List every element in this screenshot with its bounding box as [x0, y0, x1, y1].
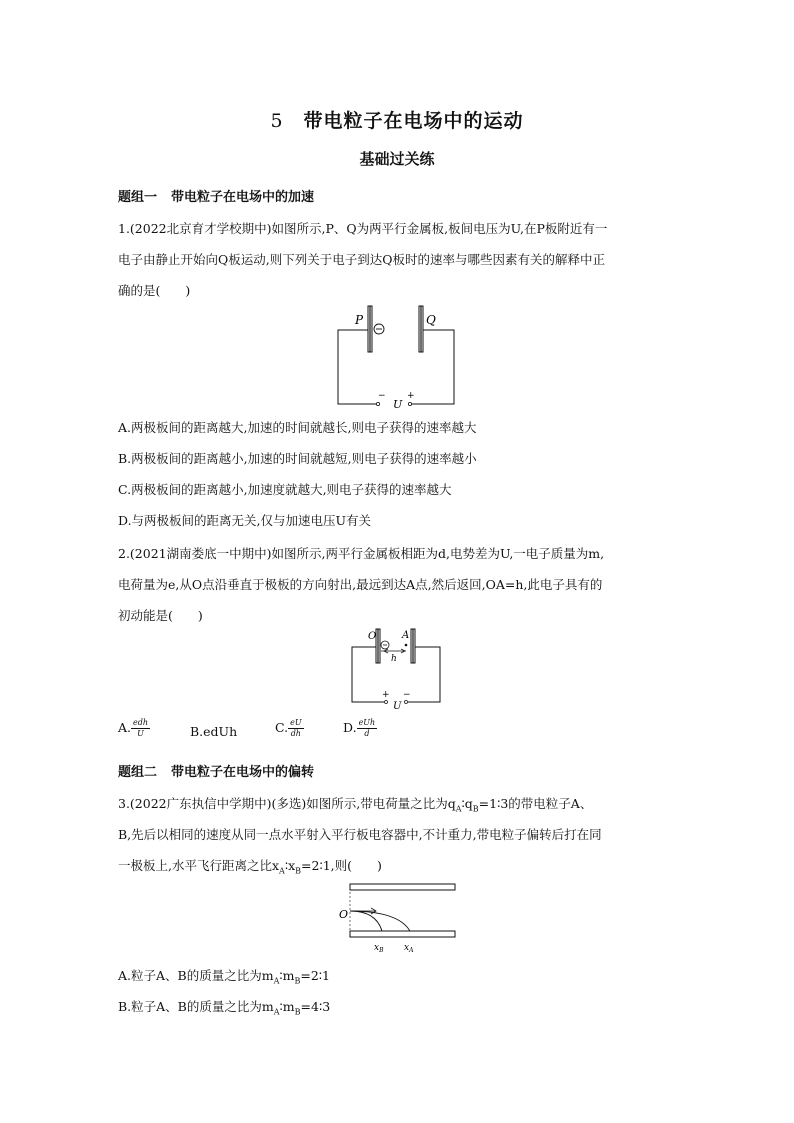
- q2-option-d-numerator: eUh: [358, 718, 376, 727]
- q1-option-d: D.与两极板间的距离无关,仅与加速电压U有关: [118, 513, 372, 528]
- q1-label-q: Q: [426, 313, 436, 327]
- q2-line-3: 初动能是( ): [118, 608, 203, 623]
- q3-line-1: [118, 794, 678, 814]
- q2-line-2: 电荷量为e,从O点沿垂直于极板的方向射出,最远到达A点,然后返回,OA=h,此电子具有的: [118, 577, 603, 592]
- q2-option-b: B.edUh: [190, 724, 238, 739]
- q3-option-b-sub-b: B: [294, 1007, 301, 1017]
- trajectory-a: [350, 911, 410, 931]
- q2-option-d-prefix: D.: [343, 720, 357, 735]
- q3-line1-text: 3.(2022广东执信中学期中)(多选)如图所示,带电荷量之比为q: [118, 796, 456, 811]
- q3-line1-sub-b: B: [472, 804, 479, 814]
- q3-option-a-text: A.粒子A、B的质量之比为m: [118, 968, 274, 983]
- q3-line3-after: =2∶1,则( ): [301, 858, 382, 873]
- q2-plus-sign: +: [382, 690, 390, 700]
- q2-option-c-denominator: dh: [290, 729, 301, 738]
- section-number: 5: [270, 110, 284, 132]
- q3-option-a-sub-a: A: [273, 976, 280, 986]
- q3-option-a-sub-b: B: [294, 976, 301, 986]
- q2-option-c-fraction: [288, 718, 303, 739]
- page-title: [0, 106, 794, 133]
- page-subtitle: 基础过关练: [359, 150, 435, 168]
- q1-line-1: 1.(2022北京育才学校期中)如图所示,P、Q为两平行金属板,板间电压为U,在P板附近有一: [118, 221, 608, 236]
- q2-option-c: [275, 718, 304, 739]
- q1-option-a: A.两极板间的距离越大,加速的时间就越长,则电子获得的速率越大: [118, 420, 477, 435]
- q2-option-c-prefix: C.: [275, 720, 289, 735]
- q3-line-3: [118, 856, 678, 876]
- q2-option-a-fraction: [131, 718, 150, 739]
- group1-label: 题组一: [118, 190, 158, 205]
- q3-label-xb: $x_B$: [374, 943, 384, 954]
- q3-option-b-sub-a: A: [273, 1007, 280, 1017]
- q3-line1-sub-a: A: [455, 804, 462, 814]
- q3-figure: [336, 878, 460, 956]
- group1-heading: [118, 186, 314, 205]
- q3-line1-mid: ∶q: [461, 796, 473, 811]
- q1-option-c: C.两极板间的距离越小,加速度就越大,则电子获得的速率越大: [118, 482, 452, 497]
- q3-label-xa: $x_A$: [404, 943, 414, 954]
- q1-label-u: U: [393, 398, 403, 410]
- q3-line1-after: =1∶3的带电粒子A、: [478, 796, 593, 811]
- q2-minus-sign: −: [403, 690, 411, 700]
- q1-line-2: 电子由静止开始向Q板运动,则下列关于电子到达Q板时的速率与哪些因素有关的解释中正: [118, 252, 605, 267]
- q1-minus-sign: −: [378, 391, 386, 401]
- q3-option-b-after: =4∶3: [300, 999, 331, 1014]
- group2-label: 题组二: [118, 765, 158, 780]
- q3-option-a: [118, 966, 330, 986]
- q2-figure: [348, 625, 444, 711]
- q3-line3-mid: ∶x: [284, 858, 296, 873]
- q1-plus-sign: +: [407, 391, 415, 401]
- q3-line3-text: 一极板上,水平飞行距离之比x: [118, 858, 280, 873]
- q2-label-o: O: [368, 631, 377, 642]
- q2-option-a-prefix: A.: [118, 720, 132, 735]
- q3-line3-sub-b: B: [295, 866, 302, 876]
- q3-option-a-mid: ∶m: [279, 968, 295, 983]
- q1-label-p: P: [355, 313, 364, 327]
- q2-option-d-fraction: [357, 718, 378, 739]
- q3-line-2: B,先后以相同的速度从同一点水平射入平行板电容器中,不计重力,带电粒子偏转后打在同: [118, 827, 602, 842]
- q2-option-c-numerator: eU: [290, 718, 302, 727]
- q2-option-a-numerator: edh: [133, 718, 149, 727]
- trajectory-b: [350, 911, 382, 931]
- q2-option-d: [343, 718, 377, 739]
- q2-label-a: A: [402, 630, 410, 641]
- q2-option-a: [118, 718, 150, 739]
- q2-label-h: h: [391, 654, 397, 664]
- q1-figure: [330, 302, 460, 410]
- q1-option-b: B.两极板间的距离越小,加速的时间就越短,则电子获得的速率越小: [118, 451, 477, 466]
- q3-option-b-text: B.粒子A、B的质量之比为m: [118, 999, 274, 1014]
- q3-line3-sub-a: A: [279, 866, 285, 876]
- section-title-text: 带电粒子在电场中的运动: [303, 110, 524, 132]
- group2-name: 带电粒子在电场中的偏转: [171, 765, 315, 780]
- q2-line-1: 2.(2021湖南娄底一中期中)如图所示,两平行金属板相距为d,电势差为U,一电子质量为m,: [118, 546, 605, 561]
- q3-option-b: [118, 997, 330, 1017]
- group2-heading: [118, 761, 314, 780]
- q2-option-a-denominator: U: [137, 729, 144, 738]
- group1-name: 带电粒子在电场中的加速: [171, 190, 315, 205]
- q1-line-3: 确的是( ): [118, 283, 191, 298]
- q3-label-o: O: [339, 908, 349, 921]
- q3-option-a-after: =2∶1: [300, 968, 330, 983]
- q2-option-d-denominator: d: [364, 729, 370, 738]
- q3-option-b-mid: ∶m: [279, 999, 295, 1014]
- q2-label-u: U: [393, 701, 402, 711]
